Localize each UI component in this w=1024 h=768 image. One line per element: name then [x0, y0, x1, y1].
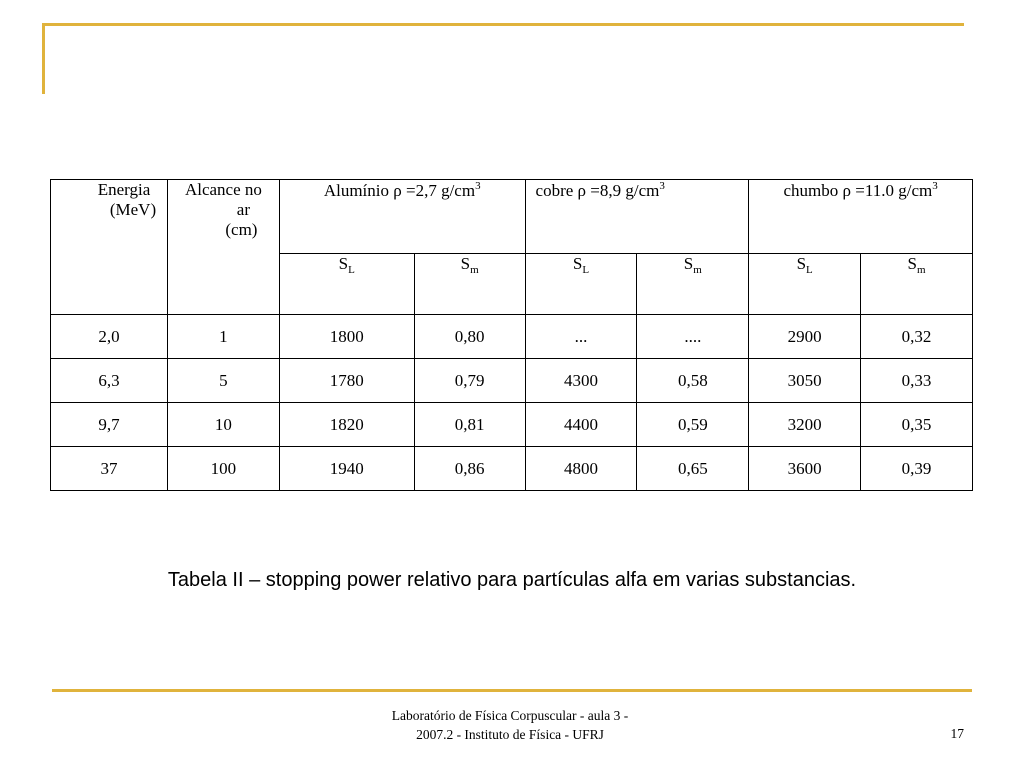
table-cell: 0,35	[861, 403, 973, 447]
table-cell: 1940	[279, 447, 414, 491]
table-cell: 1800	[279, 315, 414, 359]
table-cell: 1820	[279, 403, 414, 447]
header-chumbo: chumbo ρ =11.0 $g/cm^3$	[749, 180, 973, 254]
table-cell: 6,3	[51, 359, 168, 403]
footer-text	[340, 706, 680, 744]
table-cell: ...	[525, 315, 637, 359]
table-header-row	[51, 180, 973, 254]
decorative-left-rule	[42, 23, 45, 94]
table-cell: 37	[51, 447, 168, 491]
table-cell: 10	[167, 403, 279, 447]
table-cell: 2900	[749, 315, 861, 359]
table-row	[51, 315, 973, 359]
table-cell: 9,7	[51, 403, 168, 447]
table-row	[51, 359, 973, 403]
table-cell: 0,33	[861, 359, 973, 403]
table-row	[51, 403, 973, 447]
subheader-chumbo-sl: $S_L$	[749, 254, 861, 315]
table-cell: 0,39	[861, 447, 973, 491]
table-cell: 5	[167, 359, 279, 403]
decorative-bottom-rule	[52, 689, 972, 692]
decorative-top-rule	[42, 23, 964, 26]
table-cell: 0,65	[637, 447, 749, 491]
table-cell: 4400	[525, 403, 637, 447]
table-cell: 4300	[525, 359, 637, 403]
table-cell: ....	[637, 315, 749, 359]
header-cobre: cobre ρ =8,9 $g/cm^3$	[525, 180, 749, 254]
table-cell: 0,80	[414, 315, 525, 359]
table-cell: 1	[167, 315, 279, 359]
page-number: 17	[950, 726, 964, 741]
subheader-cobre-sl: $S_L$	[525, 254, 637, 315]
header-aluminio: Alumínio ρ =2,7 $g/cm^3$	[279, 180, 525, 254]
table-cell: 0,79	[414, 359, 525, 403]
header-energia: Energia (MeV)	[51, 180, 168, 315]
table-cell: 2,0	[51, 315, 168, 359]
subheader-aluminio-sm: $S_m$	[414, 254, 525, 315]
subheader-cobre-sm: $S_m$	[637, 254, 749, 315]
table-cell: 0,58	[637, 359, 749, 403]
table-cell: 4800	[525, 447, 637, 491]
footer-line-2: 2007.2 - Instituto de Física - UFRJ	[416, 727, 604, 742]
subheader-chumbo-sm: $S_m$	[861, 254, 973, 315]
subheader-aluminio-sl: $S_L$	[279, 254, 414, 315]
table-caption: Tabela II – stopping power relativo para partículas alfa em varias substancias.	[167, 569, 857, 591]
table-cell: 3200	[749, 403, 861, 447]
footer-line-1: Laboratório de Física Corpuscular - aula 3 -	[391, 708, 629, 723]
header-alcance: Alcance no ar (cm)	[167, 180, 279, 315]
stopping-power-table	[50, 179, 973, 491]
table-cell: 0,86	[414, 447, 525, 491]
table-cell: 0,81	[414, 403, 525, 447]
table-cell: 3600	[749, 447, 861, 491]
table-cell: 0,32	[861, 315, 973, 359]
table-cell: 0,59	[637, 403, 749, 447]
table-cell: 1780	[279, 359, 414, 403]
table-cell: 100	[167, 447, 279, 491]
table-cell: 3050	[749, 359, 861, 403]
table-row	[51, 447, 973, 491]
